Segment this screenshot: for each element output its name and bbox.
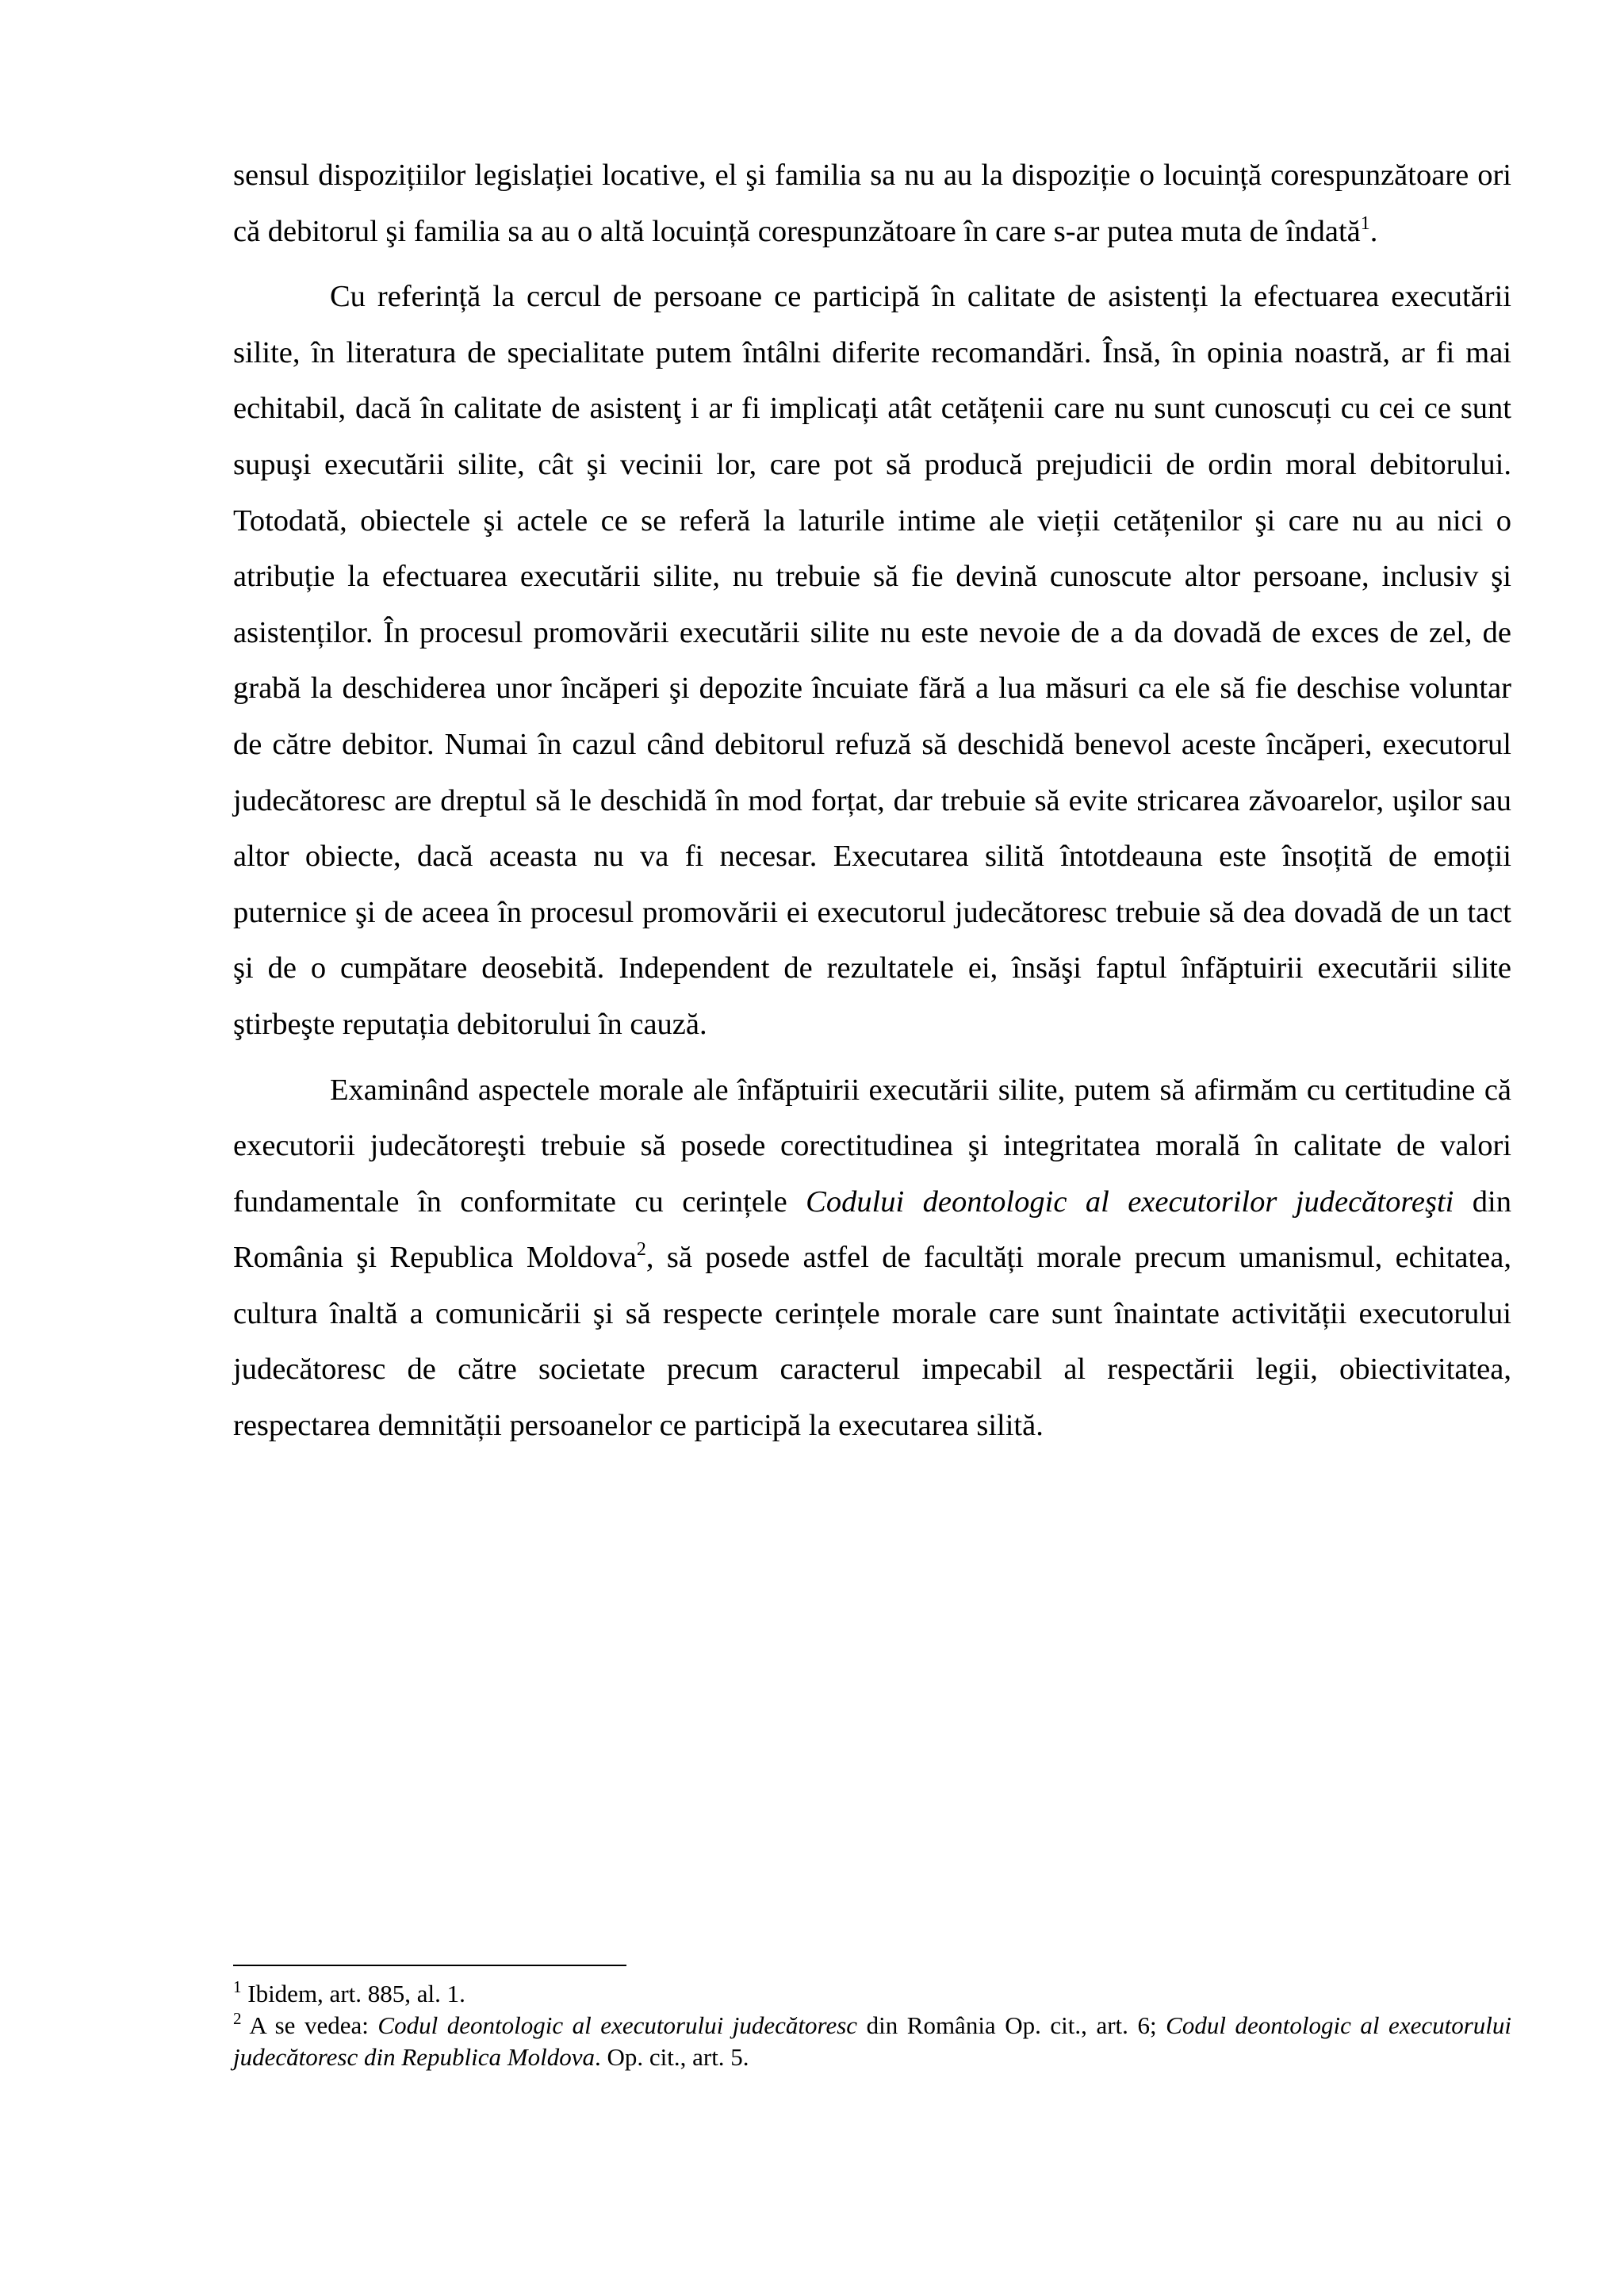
paragraph-3-italic-title: Codului deontologic al executorilor judecătoreşti <box>806 1184 1454 1219</box>
footnote-2 <box>233 2010 1511 2073</box>
footnote-1-text: Ibidem, art. 885, al. 1. <box>241 1980 465 2007</box>
paragraph-1 <box>233 147 1511 259</box>
footnote-2-number: 2 <box>233 2009 242 2028</box>
footnote-separator <box>233 1965 626 1966</box>
footnote-1 <box>233 1978 1511 2010</box>
paragraph-3-text-b: din România şi Republica Moldova <box>233 1184 1511 1275</box>
footnote-ref-1: 1 <box>1360 212 1370 234</box>
footnote-2-italic-b: Codul deontologic al executorului judecătoresc din Republica Moldova <box>233 2011 1511 2071</box>
body-text <box>233 147 1511 1454</box>
footnote-2-text-c: . Op. cit., art. 5. <box>594 2043 749 2071</box>
footnote-2-text-b: din România Op. cit., art. 6; <box>857 2011 1166 2039</box>
paragraph-3 <box>233 1062 1511 1454</box>
paragraph-3-text-a: Examinând aspectele morale ale înfăptuirii executării silite, putem să afirmăm cu certitudine că executorii judecătoreşti trebuie să posede corectitudinea şi integritatea morală în calitate de valori fundamentale în conformitate cu cerințele <box>233 1073 1511 1219</box>
paragraph-3-text-c: , să posede astfel de facultăți morale precum umanismul, echitatea, cultura înaltă a comunicării şi să respecte cerințele morale care sunt înaintate activității executorului judecătoresc de către societate precum caracterul impecabil al respectării legii, obiectivitatea, respectarea demnității persoanelor ce participă la executarea silită. <box>233 1241 1511 1443</box>
footnote-2-italic-a: Codul deontologic al executorului judecătoresc <box>377 2011 858 2039</box>
paragraph-1-tail: . <box>1369 214 1378 248</box>
footnote-ref-2: 2 <box>636 1239 646 1261</box>
paragraph-2 <box>233 269 1511 1052</box>
paragraph-1-text: sensul dispozițiilor legislației locative, el şi familia sa nu au la dispoziție o locuință corespunzătoare ori că debitorul şi familia sa au o altă locuință corespunzătoare în care s-ar putea muta de îndată <box>233 159 1511 248</box>
footnote-2-text-a: A se vedea: <box>241 2011 378 2039</box>
footnote-1-number: 1 <box>233 1977 242 1996</box>
paragraph-2-text: Cu referință la cercul de persoane ce participă în calitate de asistenți la efectuarea executării silite, în literatura de specialitate putem întâlni diferite recomandări. Însă, în opinia noastră, ar fi mai echitabil, dacă în calitate de asistenţ i ar fi implicați atât cetățenii care nu sunt cunoscuți cu cei ce sunt supuşi executării silite, cât şi vecinii lor, care pot să producă prejudicii de ordin moral debitorului. Totodată, obiectele şi actele ce se referă la laturile intime ale vieții cetățenilor şi care nu au nici o atribuție la efectuarea executării silite, nu trebuie să fie devină cunoscute altor persoane, inclusiv şi asistenților. În procesul promovării executării silite nu este nevoie de a da dovadă de exces de zel, de grabă la deschiderea unor încăperi şi depozite încuiate fără a lua măsuri ca ele să fie deschise voluntar de către debitor. Numai în cazul când debitorul refuză să deschidă benevol aceste încăperi, executorul judecătoresc are dreptul să le deschidă în mod forțat, dar trebuie să evite stricarea zăvoarelor, uşilor sau altor obiecte, dacă aceasta nu va fi necesar. Executarea silită întotdeauna este însoțită de emoții puternice şi de aceea în procesul promovării ei executorul judecătoresc trebuie să dea dovadă de un tact şi de o cumpătare deosebită. Independent de rezultatele ei, însăşi faptul înfăptuirii executării silite ştirbeşte reputația debitorului în cauză. <box>233 280 1511 1041</box>
footnotes <box>233 1978 1511 2073</box>
